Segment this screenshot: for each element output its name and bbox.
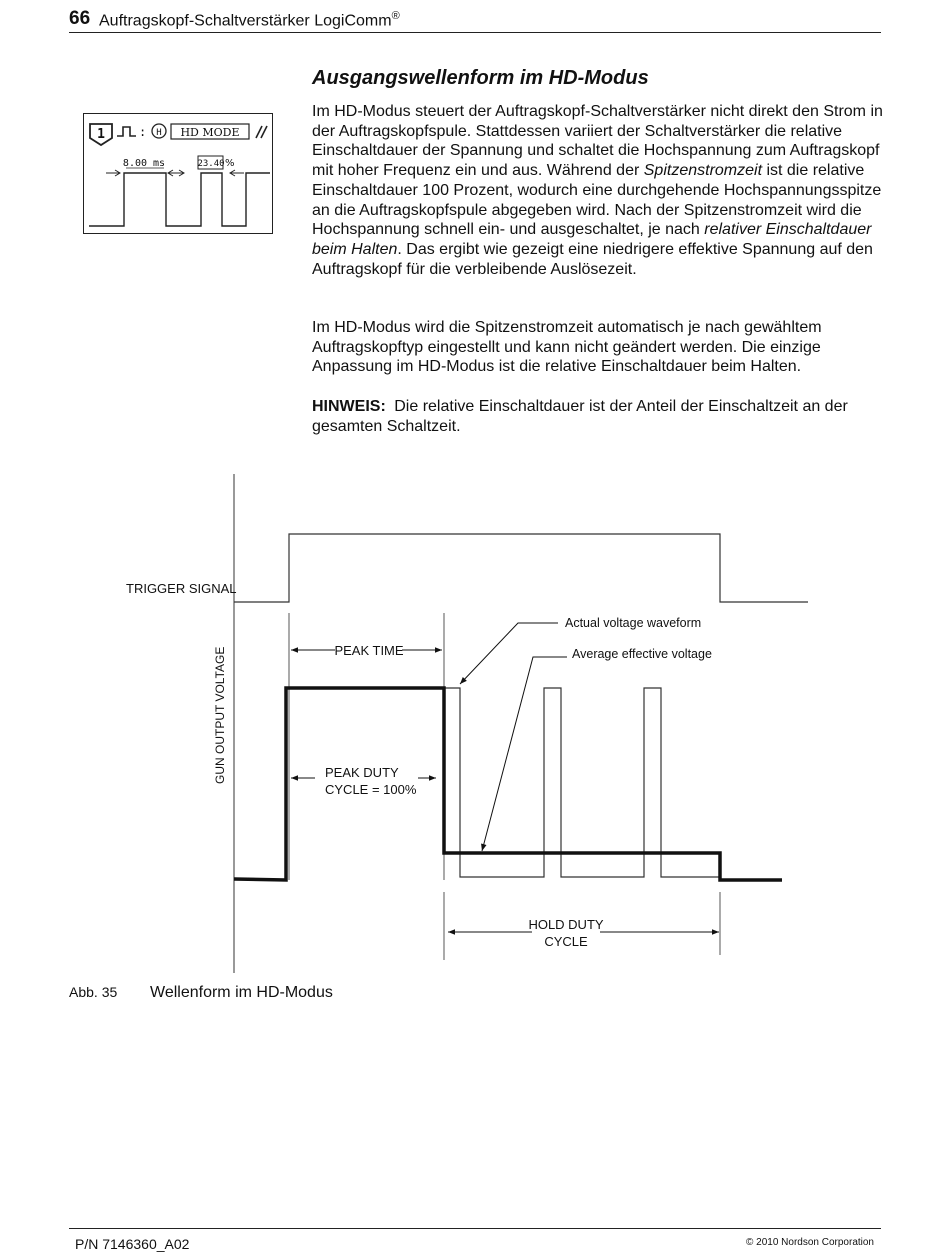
paragraph-2: Im HD-Modus wird die Spitzenstromzeit automatisch je nach gewähltem Auftragskopftyp eingestellt und kann nicht geändert werden. Die einzige Anpassung im HD-Modus ist die relative Einschaltdauer beim Halten. — [312, 319, 822, 376]
lcd-display-graphic — [84, 114, 274, 235]
average-voltage-line — [234, 688, 782, 880]
part-number: P/N 7146360_A02 — [75, 1236, 190, 1252]
trigger-signal-label: TRIGGER SIGNAL — [126, 581, 237, 596]
left-arrow-icon — [106, 170, 120, 176]
paragraph-1 — [312, 102, 884, 279]
paragraph-1-term-hold-duty: relativer Einschaltdauer beim Halten — [312, 221, 872, 258]
average-voltage-label: Average effective voltage — [572, 647, 712, 661]
double-slash-icon — [256, 126, 267, 138]
hd-badge-text: H — [156, 128, 162, 138]
paragraph-1-part-c: . Das ergibt wie gezeigt eine niedrigere effektive Spannung auf den Auftragskopf für die verbleibende Auslösezeit. — [312, 240, 873, 278]
peak-duty-label-line2: CYCLE = 100% — [325, 782, 417, 797]
time-value: 8.00 ms — [122, 158, 166, 169]
figure-caption-text: Wellenform im HD-Modus — [150, 984, 333, 1001]
lcd-waveform — [89, 173, 270, 226]
lcd-display — [83, 113, 273, 234]
double-arrow-icon — [168, 170, 184, 176]
average-voltage-leader — [482, 657, 567, 851]
paragraph-1-term-peak-time: Spitzenstromzeit — [643, 162, 763, 180]
copyright: © 2010 Nordson Corporation — [746, 1237, 874, 1248]
page-header — [69, 8, 881, 33]
section-title: Ausgangswellenform im HD-Modus — [312, 67, 649, 89]
actual-waveform-leader — [460, 623, 558, 684]
figure-caption — [69, 984, 333, 1002]
peak-time-label: PEAK TIME — [334, 643, 404, 658]
running-title-text: Auftragskopf-Schaltverstärker LogiComm — [99, 12, 392, 30]
actual-waveform-label: Actual voltage waveform — [565, 616, 702, 630]
mode-text: HD MODE — [180, 126, 240, 139]
paragraph-1-part-a: Im HD-Modus steuert der Auftragskopf-Schaltverstärker nicht direkt den Strom in der Auftragskopfspule. Stattdessen variiert der Schaltverstärker die relative Einschaltdauer der Spannung und schaltet die Hochspannung zum Auftragskopf mit hoher Frequenz ein und aus. Während der — [312, 103, 883, 180]
lcd-colon: : — [139, 125, 147, 139]
paragraph-1-part-b: ist die relative Einschaltdauer 100 Prozent, wodurch eine durchgehende Hochspannungsspitze an die Auftragskopfspule abgegeben wird. Nach der Spitzenstromzeit wird die Hochspannung schnell ein- und ausgeschaltet, je nach — [312, 162, 882, 239]
trigger-signal-line — [234, 534, 808, 602]
running-title — [99, 10, 400, 30]
y-axis-label: GUN OUTPUT VOLTAGE — [213, 646, 227, 784]
hold-duty-label-line1: HOLD DUTY — [528, 917, 604, 932]
note-text: Die relative Einschaltdauer ist der Anteil der Einschaltzeit an der gesamten Schaltzeit. — [312, 398, 848, 435]
figure-number: Abb. 35 — [69, 984, 118, 1000]
waveform-diagram — [100, 470, 830, 985]
peak-duty-label-line1: PEAK DUTY — [325, 765, 399, 780]
hold-duty-label-line2: CYCLE — [544, 934, 588, 949]
registered-mark: ® — [391, 10, 400, 22]
pulse-icon — [117, 127, 136, 136]
note — [312, 397, 884, 436]
right-arrow-icon — [230, 170, 244, 176]
duty-value: 23.40 — [197, 159, 225, 169]
footer-rule — [69, 1228, 881, 1229]
channel-number: 1 — [97, 127, 105, 142]
waveform-diagram-graphic — [100, 470, 830, 980]
duty-unit: % — [225, 158, 235, 169]
note-label: HINWEIS: — [312, 398, 386, 415]
actual-voltage-waveform — [444, 688, 720, 877]
page-number: 66 — [69, 8, 91, 29]
